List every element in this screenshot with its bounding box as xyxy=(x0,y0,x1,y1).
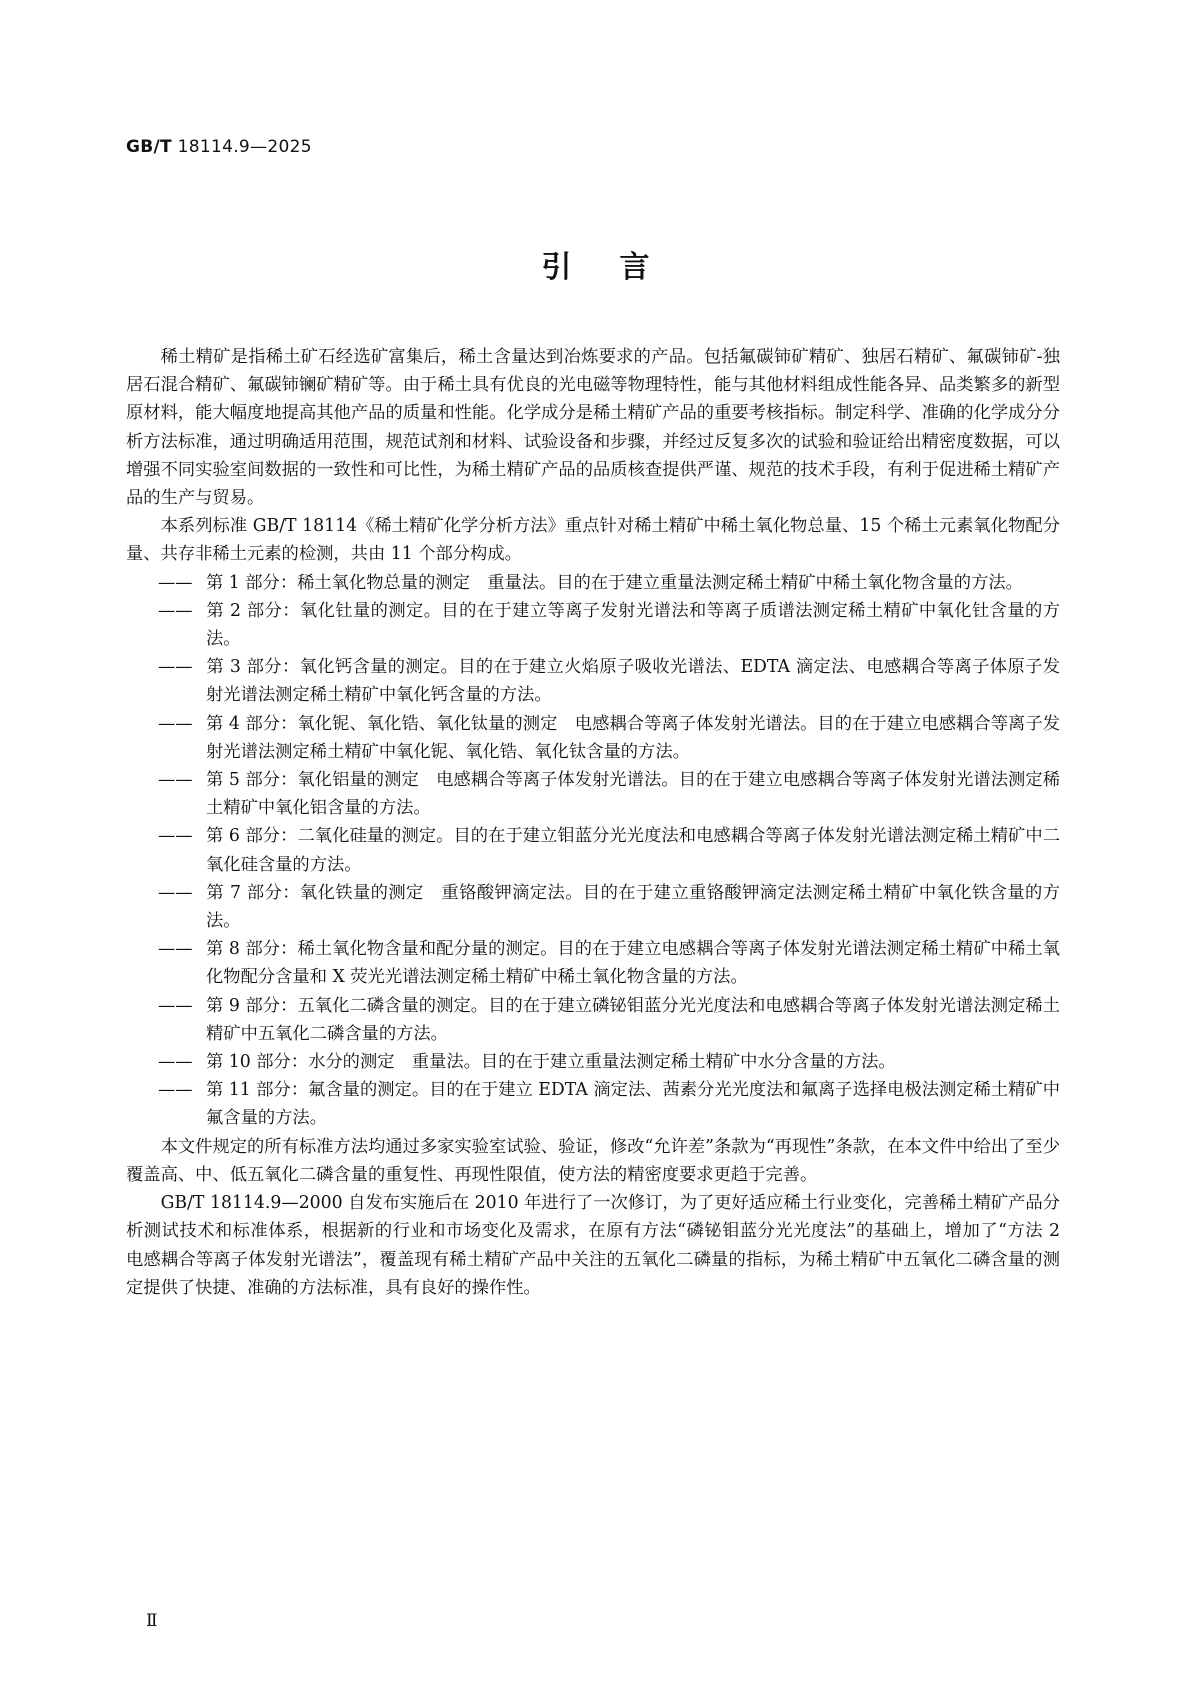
part-3-text: 第 3 部分：氧化钙含量的测定。目的在于建立火焰原子吸收光谱法、EDTA 滴定法、电感耦合等离子体原子发射光谱法测定稀土精矿中氧化钙含量的方法。 xyxy=(206,657,1060,706)
part-list-item xyxy=(126,992,1060,1048)
part-11-text: 第 11 部分：氟含量的测定。目的在于建立 EDTA 滴定法、茜素分光光度法和氟离子选择电极法测定稀土精矿中氟含量的方法。 xyxy=(206,1080,1060,1129)
part-list-item xyxy=(126,879,1060,935)
introduction-body xyxy=(126,343,1078,1302)
part-list-item xyxy=(126,1048,1060,1076)
part-10-text: 第 10 部分：水分的测定 重量法。目的在于建立重量法测定稀土精矿中水分含量的方法。 xyxy=(206,1052,896,1073)
standard-number: 18114.9—2025 xyxy=(177,137,312,157)
part-list-item xyxy=(126,1076,1060,1132)
precision-paragraph: 本文件规定的所有标准方法均通过多家实验室试验、验证，修改“允许差”条款为“再现性”条款，在本文件中给出了至少覆盖高、中、低五氧化二磷含量的重复性、再现性限值，使方法的精密度要求更趋于完善。 xyxy=(126,1136,1060,1185)
standard-prefix: GB/T xyxy=(126,137,172,157)
dash-marker: —— xyxy=(158,600,193,621)
dash-marker: —— xyxy=(158,770,193,791)
dash-marker: —— xyxy=(158,995,193,1016)
part-list-item xyxy=(126,569,1060,597)
part-9-text: 第 9 部分：五氧化二磷含量的测定。目的在于建立磷铋钼蓝分光光度法和电感耦合等离子体发射光谱法测定稀土精矿中五氧化二磷含量的方法。 xyxy=(206,995,1060,1044)
part-8-text: 第 8 部分：稀土氧化物含量和配分量的测定。目的在于建立电感耦合等离子体发射光谱法测定稀土精矿中稀土氧化物配分含量和 X 荧光光谱法测定稀土精矿中稀土氧化物含量的方法。 xyxy=(206,939,1060,988)
part-list-item xyxy=(126,597,1060,653)
intro-paragraph: 稀土精矿是指稀土矿石经选矿富集后，稀土含量达到冶炼要求的产品。包括氟碳铈矿精矿、独居石精矿、氟碳铈矿-独居石混合精矿、氟碳铈镧矿精矿等。由于稀土具有优良的光电磁等物理特性，能与其他材料组成性能各异、品类繁多的新型原材料，能大幅度地提高其他产品的质量和性能。化学成分是稀土精矿产品的重要考核指标。制定科学、准确的化学成分分析方法标准，通过明确适用范围，规范试剂和材料、试验设备和步骤，并经过反复多次的试验和验证给出精密度数据，可以增强不同实验室间数据的一致性和可比性，为稀土精矿产品的品质核查提供严谨、规范的技术手段，有利于促进稀土精矿产品的生产与贸易。 xyxy=(126,347,1060,509)
series-paragraph: 本系列标准 GB/T 18114《稀土精矿化学分析方法》重点针对稀土精矿中稀土氧化物总量、15 个稀土元素氧化物配分量、共存非稀土元素的检测，共由 11 个部分构成。 xyxy=(126,516,1060,565)
part-list-item xyxy=(126,653,1060,709)
part-7-text: 第 7 部分：氧化铁量的测定 重铬酸钾滴定法。目的在于建立重铬酸钾滴定法测定稀土精矿中氧化铁含量的方法。 xyxy=(206,882,1060,932)
dash-marker: —— xyxy=(158,882,193,903)
dash-marker: —— xyxy=(158,713,193,734)
dash-marker: —— xyxy=(158,657,193,678)
revision-paragraph: GB/T 18114.9—2000 自发布实施后在 2010 年进行了一次修订，为了更好适应稀土行业变化，完善稀土精矿产品分析测试技术和标准体系，根据新的行业和市场变化及需求，在原有方法“磷铋钼蓝分光光度法”的基础上，增加了“方法 2 电感耦合等离子体发射光谱法”，覆盖现有稀土精矿产品中关注的五氧化二磷量的指标，为稀土精矿中五氧化二磷含量的测定提供了快捷、准确的方法标准，具有良好的操作性。 xyxy=(126,1193,1078,1298)
part-4-text: 第 4 部分：氧化铌、氧化锆、氧化钛量的测定 电感耦合等离子体发射光谱法。目的在于建立电感耦合等离子发射光谱法测定稀土精矿中氧化铌、氧化锆、氧化钛含量的方法。 xyxy=(206,713,1060,762)
dash-marker: —— xyxy=(158,572,193,593)
document-header xyxy=(126,137,312,157)
part-1-text: 第 1 部分：稀土氧化物总量的测定 重量法。目的在于建立重量法测定稀土精矿中稀土氧化物含量的方法。 xyxy=(206,572,1023,593)
part-list-item xyxy=(126,710,1060,766)
part-2-text: 第 2 部分：氧化钍量的测定。目的在于建立等离子发射光谱法和等离子质谱法测定稀土精矿中氧化钍含量的方法。 xyxy=(206,600,1060,650)
page-title: 引言 xyxy=(541,250,698,285)
part-list-item xyxy=(126,935,1060,991)
page-number: Ⅱ xyxy=(146,1611,158,1631)
dash-marker: —— xyxy=(158,826,193,847)
part-list-item xyxy=(126,822,1060,878)
part-5-text: 第 5 部分：氧化铝量的测定 电感耦合等离子体发射光谱法。目的在于建立电感耦合等离子体发射光谱法测定稀土精矿中氧化铝含量的方法。 xyxy=(206,770,1060,819)
dash-marker: —— xyxy=(158,1080,193,1101)
part-6-text: 第 6 部分：二氧化硅量的测定。目的在于建立钼蓝分光光度法和电感耦合等离子体发射光谱法测定稀土精矿中二氧化硅含量的方法。 xyxy=(206,826,1060,875)
dash-marker: —— xyxy=(158,1052,193,1073)
dash-marker: —— xyxy=(158,939,193,960)
part-list-item xyxy=(126,766,1060,822)
